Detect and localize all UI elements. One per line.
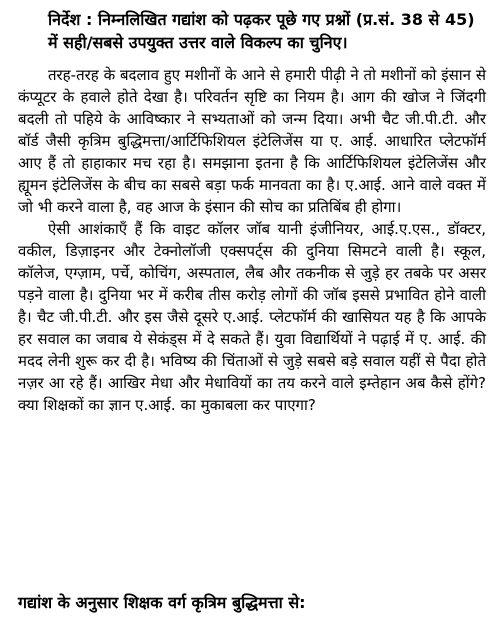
passage [18,64,486,416]
passage-paragraph-1: तरह-तरह के बदलाव हुए मशीनों के आने से हमारी पीढ़ी ने तो मशीनों को इंसान से कंप्यूटर के हवाले होते देखा है। परिवर्तन सृष्टि का नियम है। आग की खोज ने जिंदगी बदली तो पहिये के आविष्कार ने सभ्यताओं को जन्म दिया। अभी चैट जी.पी.टी. और बॉर्ड जैसी कृत्रिम बुद्धिमत्ता/आर्टिफिशियल इंटेलिजेंस या ए. आई. आधारित प्लेटफॉर्म आए हैं तो हाहाकार मच रहा है। समझाना इतना है कि आर्टिफिशियल इंटेलिजेंस और ह्यूमन इंटेलिजेंस के बीच का सबसे बड़ा फर्क मानवता का है। ए.आई. आने वाले वक्त में जो भी करने वाला है, वह आज के इंसान की सोच का प्रतिबिंब ही होगा। [18,66,486,216]
passage-paragraph-2: ऐसी आशंकाएँ हैं कि वाइट कॉलर जॉब यानी इंजीनियर, आई.ए.एस., डॉक्टर, वकील, डिज़ाइनर और टेक्नोलॉजी एक्सपर्ट्स की दुनिया सिमटने वाली है। स्कूल, कॉलेज, एग्ज़ाम, पर्चे, कोचिंग, अस्पताल, लैब और तकनीक से जुड़े हर तबके पर असर पड़ने वाला है। दुनिया भर में करीब तीस करोड़ लोगों की जॉब इससे प्रभावित होने वाली है। चैट जी.पी.टी. और इस जैसे दूसरे ए.आई. प्लेटफॉर्म की खासियत यह है कि आपके हर सवाल का जवाब ये सेकंड्स में दे सकते हैं। युवा विद्यार्थियों ने पढ़ाई में ए. आई. की मदद लेनी शुरू कर दी है। भविष्य की चिंताओं से जुड़े सबसे बड़े सवाल यहीं से पैदा होते नज़र आ रहे हैं। आखिर मेधा और मेधावियों का तय करने वाले इम्तेहान अब कैसे होंगे? क्या शिक्षकों का ज्ञान ए.आई. का मुकाबला कर पाएगा? [18,220,486,414]
question-text: गद्यांश के अनुसार शिक्षक वर्ग कृत्रिम बुद्धिमत्ता से: [18,593,306,612]
instruction-heading: निर्देश : निम्नलिखित गद्यांश को पढ़कर पूछे गए प्रश्नों (प्र.सं. 38 से 45) में सही/सबसे उपयुक्त उत्तर वाले विकल्प का चुनिए। [48,10,475,52]
